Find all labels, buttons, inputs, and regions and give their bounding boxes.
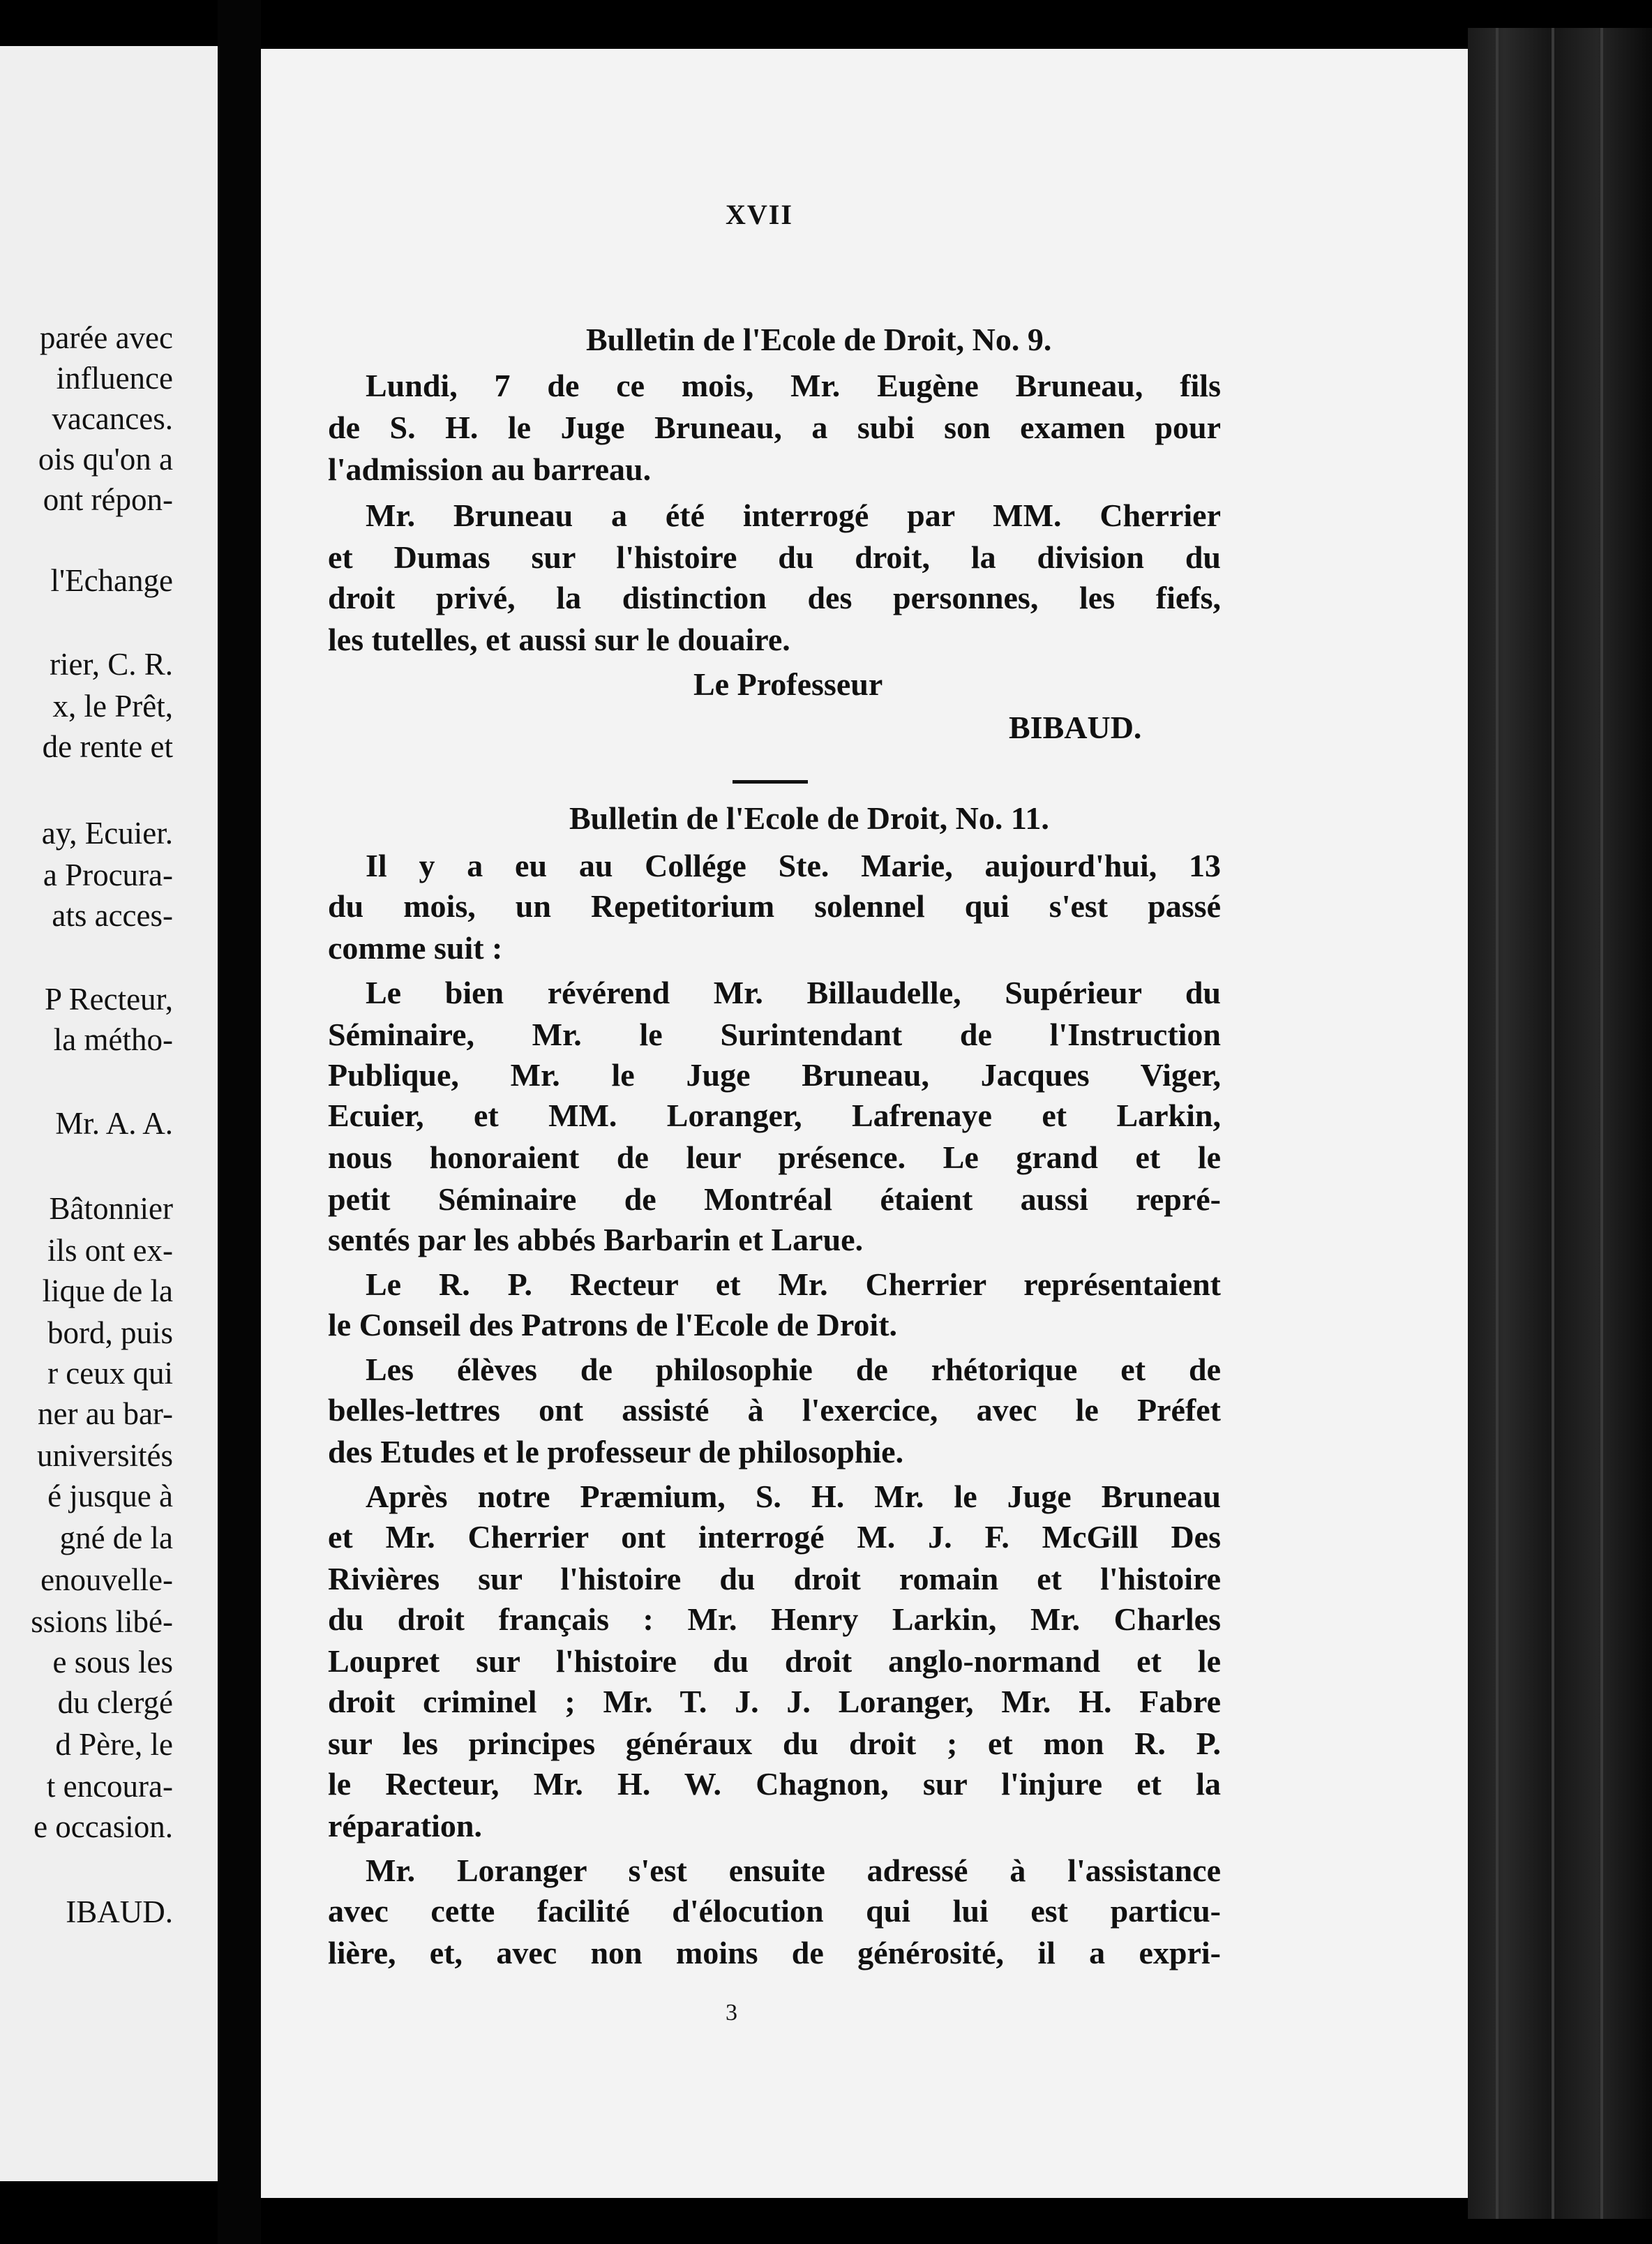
left-fragment: de rente et bbox=[42, 729, 173, 764]
left-fragment: enouvelle- bbox=[40, 1562, 173, 1597]
text-line: Le R. P. Recteur et Mr. Cherrier représentaient bbox=[366, 1266, 1221, 1302]
text-line: l'admission au barreau. bbox=[328, 451, 652, 487]
left-fragment: Mr. A. A. bbox=[55, 1106, 173, 1141]
left-fragment: ois qu'on a bbox=[38, 442, 173, 477]
left-fragment: ay, Ecuier. bbox=[41, 816, 173, 851]
bulletin-9-heading: Bulletin de l'Ecole de Droit, No. 9. bbox=[586, 322, 1052, 357]
left-fragment: ils ont ex- bbox=[47, 1233, 173, 1268]
text-line: Il y a eu au Collége Ste. Marie, aujourd'hui, 13 bbox=[366, 848, 1221, 883]
text-line: petit Séminaire de Montréal étaient aussi repré- bbox=[328, 1181, 1221, 1217]
left-fragment: ner au bar- bbox=[38, 1396, 173, 1431]
text-line: Ecuier, et MM. Loranger, Lafrenaye et Larkin, bbox=[328, 1098, 1221, 1133]
running-head: XVII bbox=[726, 199, 793, 230]
section-divider bbox=[733, 780, 808, 784]
text-line: droit privé, la distinction des personnes, les fiefs, bbox=[328, 580, 1221, 615]
left-fragment: vacances. bbox=[52, 401, 173, 436]
left-fragment: ont répon- bbox=[43, 482, 173, 517]
text-line: avec cette facilité d'élocution qui lui est particu- bbox=[328, 1893, 1221, 1929]
left-fragment: d Père, le bbox=[55, 1727, 173, 1762]
left-page bbox=[0, 46, 218, 2181]
text-line: réparation. bbox=[328, 1808, 483, 1843]
text-line: du droit français : Mr. Henry Larkin, Mr. Charles bbox=[328, 1601, 1221, 1637]
left-fragment: e occasion. bbox=[33, 1809, 173, 1844]
text-line: Mr. Loranger s'est ensuite adressé à l'assistance bbox=[366, 1853, 1221, 1888]
text-line: sur les principes généraux du droit ; et mon R. P. bbox=[328, 1726, 1221, 1761]
left-fragment: x, le Prêt, bbox=[52, 689, 173, 724]
text-line: le Recteur, Mr. H. W. Chagnon, sur l'injure et la bbox=[328, 1766, 1221, 1802]
text-line: et Dumas sur l'histoire du droit, la division du bbox=[328, 539, 1221, 575]
text-line: nous honoraient de leur présence. Le grand et le bbox=[328, 1139, 1221, 1175]
left-fragment: r ceux qui bbox=[47, 1356, 173, 1391]
text-line: et Mr. Cherrier ont interrogé M. J. F. McGill Des bbox=[328, 1519, 1221, 1555]
left-fragment: gné de la bbox=[59, 1520, 173, 1555]
left-fragment: lique de la bbox=[42, 1273, 173, 1308]
edge-line bbox=[1496, 28, 1499, 2219]
left-fragment: l'Echange bbox=[50, 563, 173, 598]
left-fragment: ssions libé- bbox=[31, 1604, 173, 1639]
book-gutter bbox=[218, 0, 261, 2244]
text-line: comme suit : bbox=[328, 930, 503, 966]
text-line: Séminaire, Mr. le Surintendant de l'Instruction bbox=[328, 1017, 1221, 1052]
text-line: du mois, un Repetitorium solennel qui s'est passé bbox=[328, 888, 1221, 924]
text-line: sentés par les abbés Barbarin et Larue. bbox=[328, 1222, 864, 1257]
left-fragment: la métho- bbox=[53, 1022, 173, 1057]
text-line: Loupret sur l'histoire du droit anglo-normand et le bbox=[328, 1643, 1221, 1679]
text-line: le Conseil des Patrons de l'Ecole de Droit. bbox=[328, 1307, 898, 1342]
text-line: Après notre Præmium, S. H. Mr. le Juge Bruneau bbox=[366, 1479, 1221, 1514]
left-fragment: P Recteur, bbox=[45, 982, 173, 1017]
text-line: Les élèves de philosophie de rhétorique et de bbox=[366, 1352, 1221, 1387]
left-fragment: é jusque à bbox=[47, 1479, 173, 1513]
left-fragment: e sous les bbox=[52, 1645, 173, 1680]
left-fragment: ats acces- bbox=[52, 898, 173, 933]
edge-line bbox=[1552, 28, 1554, 2219]
text-line: Rivières sur l'histoire du droit romain et l'histoire bbox=[328, 1561, 1221, 1596]
left-fragment: t encoura- bbox=[46, 1769, 173, 1804]
left-fragment: IBAUD. bbox=[66, 1894, 173, 1929]
text-line: Mr. Bruneau a été interrogé par MM. Cherrier bbox=[366, 498, 1221, 533]
edge-line bbox=[1600, 28, 1603, 2219]
left-fragment: universités bbox=[37, 1438, 173, 1473]
left-fragment: influence bbox=[56, 361, 173, 396]
book-edge bbox=[1468, 28, 1652, 2219]
text-line: Le bien révérend Mr. Billaudelle, Supérieur du bbox=[366, 975, 1221, 1010]
signature-title: Le Professeur bbox=[693, 666, 883, 702]
right-page bbox=[261, 49, 1468, 2198]
left-fragment: parée avec bbox=[39, 320, 173, 355]
text-line: droit criminel ; Mr. T. J. J. Loranger, Mr. H. Fabre bbox=[328, 1684, 1221, 1719]
text-line: des Etudes et le professeur de philosophie. bbox=[328, 1434, 904, 1469]
text-line: de S. H. le Juge Bruneau, a subi son examen pour bbox=[328, 410, 1221, 445]
text-line: les tutelles, et aussi sur le douaire. bbox=[328, 622, 790, 657]
text-line: lière, et, avec non moins de générosité, il a expri- bbox=[328, 1935, 1221, 1970]
left-fragment: bord, puis bbox=[47, 1315, 173, 1350]
signature-name: BIBAUD. bbox=[1009, 710, 1142, 745]
left-fragment: rier, C. R. bbox=[50, 647, 173, 682]
page-number: 3 bbox=[726, 2000, 737, 2026]
text-line: Publique, Mr. le Juge Bruneau, Jacques Viger, bbox=[328, 1057, 1221, 1093]
left-fragment: du clergé bbox=[57, 1685, 173, 1720]
bulletin-11-heading: Bulletin de l'Ecole de Droit, No. 11. bbox=[569, 800, 1049, 836]
text-line: Lundi, 7 de ce mois, Mr. Eugène Bruneau, fils bbox=[366, 368, 1221, 403]
left-fragment: Bâtonnier bbox=[49, 1191, 173, 1226]
left-fragment: a Procura- bbox=[43, 858, 173, 892]
text-line: belles-lettres ont assisté à l'exercice, avec le Préfet bbox=[328, 1392, 1221, 1428]
